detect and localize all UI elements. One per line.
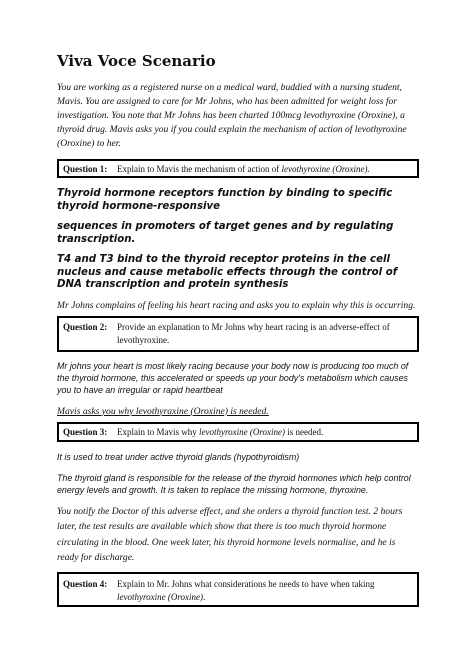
question-2-box — [57, 316, 419, 352]
question-3-drug: levothyroxine (Oroxine) — [199, 426, 286, 437]
question-1-drug: levothyroxine (Oroxine) — [281, 164, 368, 174]
scenario-3-text: Mavis asks you why levothyraxine (Oroxine) is needed. — [57, 405, 269, 417]
question-3-end: is needed. — [285, 426, 324, 437]
scenario-2-text: Mr Johns complains of feeling his heart racing and asks you to explain why this is occurring. — [57, 299, 416, 311]
question-3-label: Question 3: — [63, 426, 108, 437]
question-4-drug: levothyroxine (Oroxine) — [117, 591, 204, 602]
question-2-text: Provide an explanation to Mr Johns why heart racing is an adverse-effect of levothyroxine. — [117, 321, 390, 345]
answer-1-line-3: T4 and T3 bind to the thyroid receptor proteins in the cell nucleus and cause metabolic effects through the control of DNA transcription and protein synthesis — [57, 254, 398, 290]
answer-3-line-2: The thyroid gland is responsible for the release of the thyroid hormones which help control energy levels and growth. It is taken to replace the missing hormone, thyroxine. — [57, 472, 411, 495]
document-page — [57, 52, 419, 607]
question-4-end: . — [203, 591, 206, 602]
question-1-prompt: Explain to Mavis the mechanism of action of — [117, 164, 282, 174]
page-title: Viva Voce Scenario — [57, 52, 216, 70]
question-1-label: Question 1: — [63, 164, 108, 174]
answer-1-line-2: sequences in promoters of target genes and by regulating transcription. — [57, 221, 394, 245]
intro-paragraph: You are working as a registered nurse on a medical ward, buddied with a nursing student, Mavis. You are assigned to care for Mr Johns, who has been admitted for weight loss for investigation. You note that Mr Johns has been charted 100mcg levothyroxine (Oroxine), a thyroid drug. Mavis asks you if you could explain the mechanism of action of levothyroxine (Oroxine) to her. — [57, 82, 407, 149]
scenario-4-text: You notify the Doctor of this adverse effect, and she orders a thyroid function test. 2 hours later, the test results are available which show that there is too much thyroid hormone circulating in the blood. One week later, his thyroid hormone levels normalise, and he is ready for discharge. — [57, 505, 403, 563]
question-4-box — [57, 572, 419, 607]
question-4-prompt: Explain to Mr. Johns what considerations he needs to have when taking — [117, 578, 375, 589]
question-4-label: Question 4: — [63, 578, 108, 589]
question-3-text — [117, 426, 323, 437]
question-1-end: . — [367, 164, 370, 174]
question-3-prompt: Explain to Mavis why — [117, 426, 199, 437]
question-2-label: Question 2: — [63, 321, 108, 332]
answer-3-line-1: It is used to treat under active thyroid glands (hypothyroidism) — [57, 451, 300, 462]
question-3-box — [57, 422, 419, 442]
question-1-text — [117, 163, 370, 173]
answer-2-text: Mr johns your heart is most likely racing because your body now is producing too much of the thyroid hormone, this accelerated or speeds up your body's metabolism which causes you to have an irregular or rapid heartbeat — [57, 360, 409, 395]
question-4-text — [117, 578, 374, 602]
question-1-box — [57, 159, 419, 178]
answer-1-line-1: Thyroid hormone receptors function by binding to specific thyroid hormone-responsive — [57, 188, 393, 212]
